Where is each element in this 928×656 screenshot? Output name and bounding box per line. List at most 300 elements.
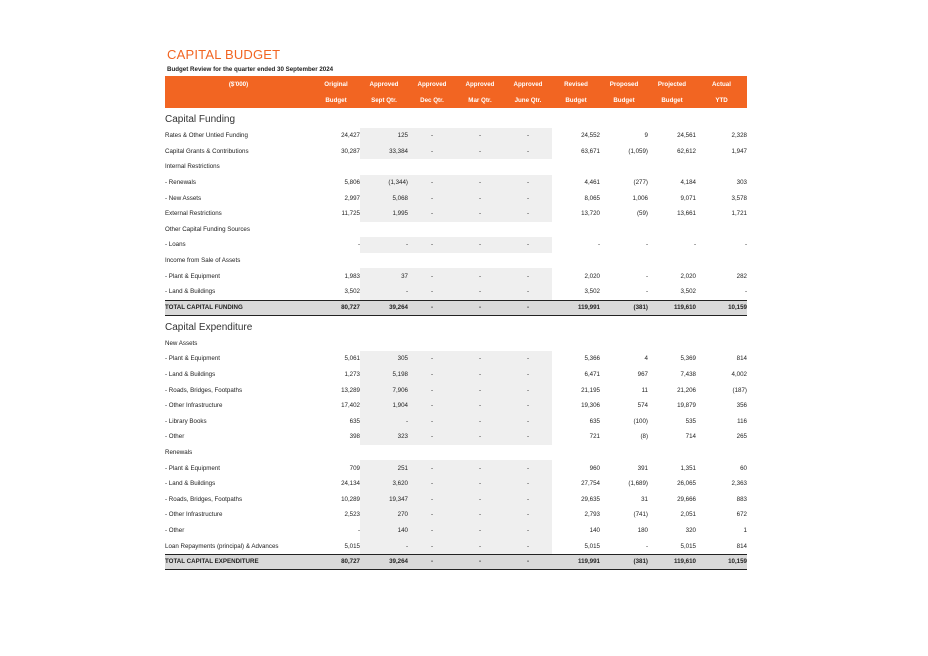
empty-cell (600, 445, 648, 461)
table-cell: - (456, 398, 504, 414)
table-cell: - (456, 538, 504, 554)
row-label: - Other Infrastructure (165, 402, 223, 410)
table-cell: (1,689) (628, 480, 648, 488)
table-row (165, 445, 747, 461)
empty-cell (408, 336, 456, 352)
table-cell: 116 (737, 417, 747, 425)
row-label: Renewals (165, 448, 193, 456)
row-label: Rates & Other Untied Funding (165, 132, 248, 140)
row-label: - Roads, Bridges, Footpaths (165, 386, 243, 394)
empty-cell (456, 222, 504, 238)
table-cell: 356 (736, 402, 747, 410)
col-header-proposed: Proposed (600, 76, 648, 92)
row-label: - New Assets (165, 194, 202, 202)
table-cell: - (408, 300, 456, 315)
table-cell: - (360, 284, 408, 300)
table-cell: 24,561 (677, 132, 696, 140)
table-cell: - (456, 144, 504, 160)
row-label: Internal Restrictions (165, 163, 220, 171)
table-cell: 323 (360, 429, 408, 445)
table-cell: - (408, 351, 456, 367)
table-cell: - (408, 206, 456, 222)
table-cell: 29,666 (677, 495, 696, 503)
table-cell: 265 (736, 433, 747, 441)
table-row (165, 398, 747, 414)
empty-cell (360, 336, 408, 352)
table-cell: 1,351 (680, 464, 696, 472)
table-cell: - (408, 284, 456, 300)
table-cell: - (504, 429, 552, 445)
table-cell: - (744, 288, 747, 296)
empty-cell (600, 159, 648, 175)
header-row-2 (165, 92, 747, 108)
table-cell: 24,134 (341, 480, 360, 488)
row-label: - Loans (165, 241, 186, 249)
table-cell: 9 (644, 132, 648, 140)
table-cell: 1,273 (344, 371, 360, 379)
table-cell: 27,754 (581, 480, 600, 488)
table-cell: 4,002 (731, 371, 747, 379)
empty-cell (696, 336, 747, 352)
table-row (165, 538, 747, 554)
table-cell: - (504, 398, 552, 414)
table-cell: 1,995 (360, 206, 408, 222)
table-cell: 1,983 (344, 272, 360, 280)
empty-cell (408, 159, 456, 175)
table-cell: 26,065 (677, 480, 696, 488)
empty-cell (696, 253, 747, 269)
table-cell: 1 (743, 526, 747, 534)
empty-cell (312, 222, 360, 238)
table-cell: 320 (685, 526, 696, 534)
row-label: Other Capital Funding Sources (165, 225, 250, 233)
table-row (165, 491, 747, 507)
empty-cell (360, 159, 408, 175)
empty-cell (600, 253, 648, 269)
empty-cell (552, 159, 600, 175)
table-cell: - (408, 429, 456, 445)
table-cell: 19,306 (581, 402, 600, 410)
row-label: TOTAL CAPITAL EXPENDITURE (165, 554, 312, 569)
table-cell: - (456, 491, 504, 507)
table-cell: 721 (589, 433, 600, 441)
table-cell: 21,195 (581, 386, 600, 394)
table-cell: 39,264 (360, 554, 408, 569)
table-cell: - (408, 144, 456, 160)
table-cell: - (408, 175, 456, 191)
table-cell: 1,904 (360, 398, 408, 414)
row-label: TOTAL CAPITAL FUNDING (165, 300, 312, 315)
table-cell: 63,671 (581, 147, 600, 155)
table-cell: 4,184 (680, 179, 696, 187)
table-cell: 7,906 (360, 382, 408, 398)
row-label: Capital Grants & Contributions (165, 147, 249, 155)
table-cell: 119,610 (648, 300, 696, 315)
table-cell: 2,051 (680, 511, 696, 519)
table-cell: - (360, 414, 408, 430)
empty-cell (312, 445, 360, 461)
table-cell: 535 (685, 417, 696, 425)
row-label: - Plant & Equipment (165, 355, 221, 363)
row-label: External Restrictions (165, 210, 222, 218)
empty-cell (408, 445, 456, 461)
table-cell: 13,661 (677, 210, 696, 218)
table-cell: (381) (600, 300, 648, 315)
table-row (165, 523, 747, 539)
table-cell: 883 (736, 495, 747, 503)
table-cell: - (408, 128, 456, 144)
table-cell: 3,502 (344, 288, 360, 296)
col-header-june: Approved (504, 76, 552, 92)
empty-cell (600, 336, 648, 352)
table-row (165, 128, 747, 144)
table-cell: (381) (600, 554, 648, 569)
table-cell: (59) (636, 210, 648, 218)
empty-cell (696, 445, 747, 461)
table-row (165, 175, 747, 191)
col-header-actual: Actual (696, 76, 747, 92)
table-cell: 39,264 (360, 300, 408, 315)
row-label: - Plant & Equipment (165, 464, 221, 472)
table-cell: 119,991 (552, 300, 600, 315)
table-cell: 80,727 (312, 554, 360, 569)
table-cell: (741) (633, 511, 648, 519)
table-cell: - (504, 554, 552, 569)
empty-cell (456, 159, 504, 175)
table-cell: 635 (349, 417, 360, 425)
table-cell: 574 (637, 402, 648, 410)
col-subheader-dec: Dec Qtr. (408, 92, 456, 108)
section-heading: Capital Funding (165, 114, 236, 125)
table-cell: - (456, 206, 504, 222)
col-header-mar: Approved (456, 76, 504, 92)
table-cell: 13,289 (341, 386, 360, 394)
table-cell: 635 (589, 417, 600, 425)
units-header-blank (165, 92, 312, 108)
table-cell: - (456, 190, 504, 206)
empty-cell (600, 222, 648, 238)
row-label: - Other (165, 433, 185, 441)
empty-cell (456, 253, 504, 269)
row-label: - Land & Buildings (165, 288, 216, 296)
table-cell: 8,065 (584, 194, 600, 202)
table-cell: - (504, 491, 552, 507)
table-cell: - (504, 351, 552, 367)
table-cell: - (408, 523, 456, 539)
table-cell: - (408, 268, 456, 284)
empty-cell (360, 445, 408, 461)
empty-cell (504, 253, 552, 269)
table-row (165, 367, 747, 383)
empty-cell (312, 253, 360, 269)
table-cell: 19,879 (677, 402, 696, 410)
table-row (165, 237, 747, 253)
empty-cell (456, 336, 504, 352)
table-cell: - (456, 554, 504, 569)
table-cell: (1,059) (628, 147, 648, 155)
empty-cell (504, 159, 552, 175)
table-cell: 4 (644, 355, 648, 363)
table-cell: - (504, 128, 552, 144)
table-row (165, 336, 747, 352)
col-subheader-revised: Budget (552, 92, 600, 108)
table-cell: 305 (360, 351, 408, 367)
table-cell: 37 (360, 268, 408, 284)
empty-cell (360, 222, 408, 238)
empty-cell (408, 253, 456, 269)
table-cell: - (504, 190, 552, 206)
table-cell: 5,061 (344, 355, 360, 363)
table-row (165, 382, 747, 398)
table-cell: - (504, 284, 552, 300)
row-label: - Roads, Bridges, Footpaths (165, 495, 243, 503)
table-cell: 5,015 (344, 542, 360, 550)
table-cell: - (456, 382, 504, 398)
empty-cell (648, 336, 696, 352)
table-row (165, 460, 747, 476)
row-label: - Land & Buildings (165, 371, 216, 379)
table-body (165, 108, 747, 569)
table-cell: 5,015 (680, 542, 696, 550)
table-cell: - (456, 429, 504, 445)
table-cell: 814 (736, 355, 747, 363)
row-label: - Library Books (165, 417, 207, 425)
table-cell: 5,806 (344, 179, 360, 187)
table-cell: - (357, 241, 360, 249)
table-cell: - (408, 237, 456, 253)
table-cell: - (456, 268, 504, 284)
table-cell: 140 (589, 526, 600, 534)
table-cell: 140 (360, 523, 408, 539)
table-cell: 119,610 (648, 554, 696, 569)
table-cell: - (744, 241, 747, 249)
empty-cell (312, 159, 360, 175)
table-cell: - (504, 538, 552, 554)
table-cell: 80,727 (312, 300, 360, 315)
table-cell: 62,612 (677, 147, 696, 155)
col-header-revised: Revised (552, 76, 600, 92)
table-cell: 3,502 (680, 288, 696, 296)
row-label: - Plant & Equipment (165, 272, 221, 280)
table-cell: 1,947 (731, 147, 747, 155)
col-subheader-mar: Mar Qtr. (456, 92, 504, 108)
empty-cell (552, 336, 600, 352)
table-cell: - (408, 460, 456, 476)
empty-cell (408, 222, 456, 238)
table-row (165, 206, 747, 222)
total-row (165, 300, 747, 315)
row-label: Income from Sale of Assets (165, 257, 241, 265)
table-cell: - (360, 538, 408, 554)
table-cell: (277) (633, 179, 648, 187)
empty-cell (504, 336, 552, 352)
table-cell: 11,725 (341, 210, 360, 218)
empty-cell (552, 445, 600, 461)
total-row (165, 554, 747, 569)
row-label: - Other (165, 526, 185, 534)
row-label: - Renewals (165, 179, 196, 187)
table-cell: - (408, 554, 456, 569)
table-cell: - (504, 382, 552, 398)
empty-cell (648, 159, 696, 175)
table-cell: 21,206 (677, 386, 696, 394)
table-cell: 5,369 (680, 355, 696, 363)
empty-cell (456, 445, 504, 461)
table-cell: - (504, 476, 552, 492)
table-cell: 5,015 (584, 542, 600, 550)
table-cell: - (504, 523, 552, 539)
table-cell: 4,461 (584, 179, 600, 187)
empty-cell (504, 445, 552, 461)
table-cell: - (408, 190, 456, 206)
table-cell: - (504, 460, 552, 476)
table-cell: - (456, 476, 504, 492)
table-cell: - (504, 268, 552, 284)
table-cell: - (408, 414, 456, 430)
table-cell: - (504, 414, 552, 430)
col-subheader-sept: Sept Qtr. (360, 92, 408, 108)
table-cell: 3,502 (584, 288, 600, 296)
table-cell: - (360, 237, 408, 253)
table-cell: - (456, 175, 504, 191)
table-cell: 11 (641, 386, 648, 394)
table-cell: (187) (732, 386, 747, 394)
table-cell: - (693, 241, 696, 249)
table-cell: 17,402 (341, 402, 360, 410)
empty-cell (504, 222, 552, 238)
table-cell: 391 (637, 464, 648, 472)
table-cell: - (456, 460, 504, 476)
col-subheader-proposed: Budget (600, 92, 648, 108)
empty-cell (360, 253, 408, 269)
table-cell: 303 (736, 179, 747, 187)
table-cell: - (597, 241, 600, 249)
report-title: CAPITAL BUDGET (167, 47, 281, 62)
table-cell: 5,068 (360, 190, 408, 206)
empty-cell (648, 222, 696, 238)
table-cell: - (408, 382, 456, 398)
table-cell: - (408, 538, 456, 554)
table-cell: 814 (736, 542, 747, 550)
empty-cell (552, 253, 600, 269)
table-cell: - (456, 284, 504, 300)
table-row (165, 476, 747, 492)
empty-cell (648, 253, 696, 269)
table-cell: - (456, 351, 504, 367)
table-cell: 119,991 (552, 554, 600, 569)
table-cell: 3,620 (360, 476, 408, 492)
col-header-original: Original (312, 76, 360, 92)
table-cell: - (645, 542, 648, 550)
table-cell: - (456, 523, 504, 539)
table-cell: 24,427 (341, 132, 360, 140)
table-row (165, 414, 747, 430)
table-cell: 2,020 (680, 272, 696, 280)
table-cell: 270 (360, 507, 408, 523)
row-label: Loan Repayments (principal) & Advances (165, 542, 279, 550)
table-cell: 251 (360, 460, 408, 476)
col-header-dec: Approved (408, 76, 456, 92)
table-cell: (8) (640, 433, 648, 441)
table-cell: 10,159 (696, 554, 747, 569)
table-cell: - (408, 398, 456, 414)
col-subheader-actual: YTD (696, 92, 747, 108)
table-cell: 10,159 (696, 300, 747, 315)
table-cell: - (408, 507, 456, 523)
table-cell: 6,471 (584, 371, 600, 379)
table-cell: - (408, 491, 456, 507)
units-header: ($'000) (165, 76, 312, 92)
table-row (165, 190, 747, 206)
table-cell: 7,438 (680, 371, 696, 379)
table-cell: - (456, 237, 504, 253)
table-cell: 29,635 (581, 495, 600, 503)
table-cell: 60 (740, 464, 747, 472)
table-cell: 31 (641, 495, 648, 503)
table-cell: 19,347 (360, 491, 408, 507)
table-row (165, 144, 747, 160)
table-cell: 672 (736, 511, 747, 519)
table-row (165, 351, 747, 367)
table-cell: 3,578 (731, 194, 747, 202)
table-cell: 398 (349, 433, 360, 441)
header-row-1 (165, 76, 747, 92)
table-row (165, 253, 747, 269)
table-row (165, 159, 747, 175)
table-cell: 709 (349, 464, 360, 472)
table-cell: - (504, 300, 552, 315)
expenditure-section-heading (165, 315, 747, 336)
table-cell: 2,523 (344, 511, 360, 519)
empty-cell (696, 222, 747, 238)
table-cell: 2,363 (731, 480, 747, 488)
table-row (165, 429, 747, 445)
empty-cell (312, 336, 360, 352)
table-cell: 9,071 (680, 194, 696, 202)
table-cell: 180 (637, 526, 648, 534)
table-cell: - (408, 367, 456, 383)
table-cell: - (504, 175, 552, 191)
table-cell: - (504, 507, 552, 523)
table-cell: - (456, 414, 504, 430)
col-header-projected: Projected (648, 76, 696, 92)
table-cell: - (504, 237, 552, 253)
table-cell: 125 (360, 128, 408, 144)
table-cell: 24,552 (581, 132, 600, 140)
table-cell: 2,020 (584, 272, 600, 280)
empty-cell (648, 445, 696, 461)
empty-cell (696, 159, 747, 175)
table-cell: 2,997 (344, 194, 360, 202)
table-cell: - (408, 476, 456, 492)
empty-cell (552, 222, 600, 238)
table-cell: (100) (633, 417, 648, 425)
table-cell: - (645, 272, 648, 280)
table-cell: 960 (589, 464, 600, 472)
table-cell: - (645, 288, 648, 296)
table-cell: 33,384 (360, 144, 408, 160)
table-cell: - (504, 206, 552, 222)
table-cell: - (645, 241, 648, 249)
table-cell: 5,198 (360, 367, 408, 383)
table-cell: 5,366 (584, 355, 600, 363)
col-subheader-original: Budget (312, 92, 360, 108)
report-subtitle: Budget Review for the quarter ended 30 September 2024 (167, 66, 334, 73)
table-cell: 30,287 (341, 147, 360, 155)
table-cell: - (456, 507, 504, 523)
table-cell: - (456, 367, 504, 383)
table-cell: 2,793 (584, 511, 600, 519)
